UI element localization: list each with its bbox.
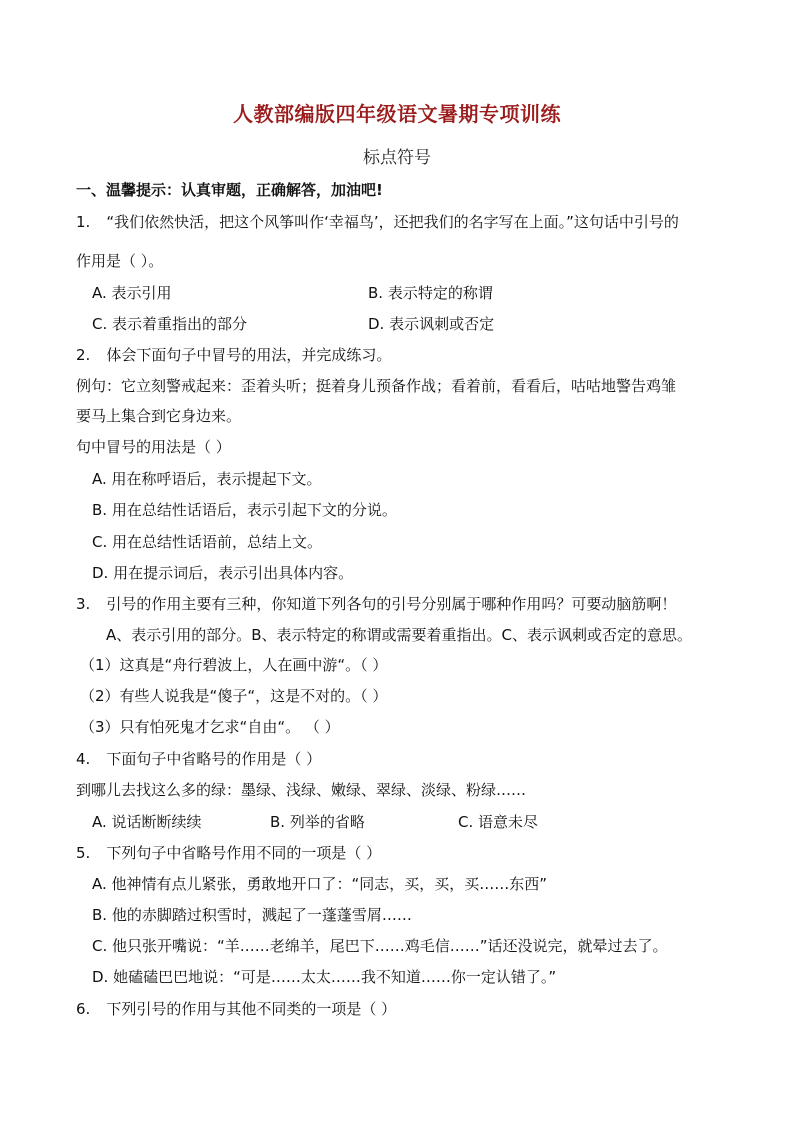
q5-option-d: D. 她磕磕巴巴地说：“可是……太太……我不知道……你一定认错了。” (92, 968, 557, 986)
question-number: 2. (76, 346, 91, 364)
document-subtitle: 标点符号 (363, 148, 431, 168)
q4-sentence: 到哪儿去找这么多的绿：墨绿、浅绿、嫩绿、翠绿、淡绿、粉绿…… (76, 781, 527, 799)
question-1 (76, 212, 679, 232)
question-1-text: “我们依然快活，把这个风筝叫作‘幸福鸟’，还把我们的名字写在上面。”这句话中引号的 (106, 213, 679, 231)
question-number: 1. (76, 213, 91, 231)
q2-option-b: B. 用在总结性话语后，表示引起下文的分说。 (92, 501, 397, 519)
question-2-text: 体会下面句子中冒号的用法，并完成练习。 (106, 346, 392, 364)
q3-item-3: （3）只有怕死鬼才乞求“自由“。 （ ） (80, 718, 340, 736)
question-3 (76, 594, 676, 614)
document-title: 人教部编版四年级语文暑期专项训练 (233, 102, 561, 126)
question-1-line2: 作用是（ ）。 (76, 252, 164, 270)
q5-option-b: B. 他的赤脚踏过积雪时，溅起了一蓬蓬雪屑…… (92, 906, 412, 924)
question-number: 3. (76, 595, 91, 613)
q4-option-c: C. 语意未尽 (458, 813, 539, 831)
q2-example-line2: 要马上集合到它身边来。 (76, 407, 242, 425)
question-4-text: 下面句子中省略号的作用是（ ） (106, 750, 322, 768)
q2-example-line1: 例句：它立刻警戒起来：歪着头听；挺着身儿预备作战；看着前，看看后，咕咕地警告鸡雏 (76, 377, 677, 395)
question-6-text: 下列引号的作用与其他不同类的一项是（ ） (106, 1000, 397, 1018)
q3-hint: A、表示引用的部分。B、表示特定的称谓或需要着重指出。C、表示讽刺或否定的意思。 (106, 626, 693, 644)
question-4 (76, 749, 321, 769)
q1-option-d: D. 表示讽刺或否定 (368, 315, 495, 333)
q5-option-c: C. 他只张开嘴说：“羊……老绵羊，尾巴下……鸡毛信……”话还没说完，就晕过去了。 (92, 937, 668, 955)
q4-option-b: B. 列举的省略 (270, 813, 365, 831)
section-header: 一、温馨提示：认真审题，正确解答，加油吧! (76, 181, 383, 199)
q2-option-a: A. 用在称呼语后，表示提起下文。 (92, 470, 322, 488)
q1-option-a: A. 表示引用 (92, 284, 172, 302)
q2-question: 句中冒号的用法是（ ） (76, 438, 231, 456)
q2-option-d: D. 用在提示词后，表示引出具体内容。 (92, 564, 354, 582)
question-5 (76, 843, 381, 863)
question-number: 4. (76, 750, 91, 768)
question-2 (76, 345, 391, 365)
question-6 (76, 999, 396, 1019)
q3-item-1: （1）这真是“舟行碧波上，人在画中游“。（ ） (80, 656, 388, 674)
q1-option-b: B. 表示特定的称谓 (368, 284, 493, 302)
question-5-text: 下列句子中省略号作用不同的一项是（ ） (106, 844, 382, 862)
q4-option-a: A. 说话断断续续 (92, 813, 202, 831)
question-3-text: 引号的作用主要有三种，你知道下列各句的引号分别属于哪种作用吗？可要动脑筋啊！ (106, 595, 677, 613)
q3-item-2: （2）有些人说我是“傻子“，这是不对的。（ ） (80, 687, 388, 705)
q5-option-a: A. 他神情有点儿紧张，勇敢地开口了：“同志，买，买，买……东西” (92, 875, 548, 893)
q1-option-c: C. 表示着重指出的部分 (92, 315, 248, 333)
q2-option-c: C. 用在总结性话语前，总结上文。 (92, 533, 323, 551)
question-number: 6. (76, 1000, 91, 1018)
question-number: 5. (76, 844, 91, 862)
